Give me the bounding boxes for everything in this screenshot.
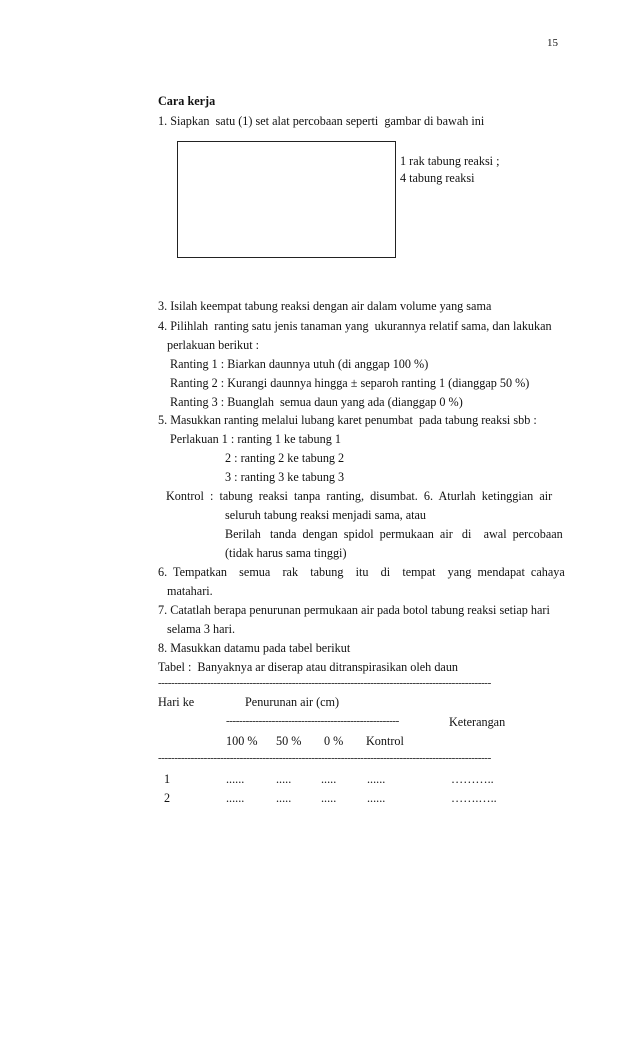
step-6-line-1: 6. Tempatkan semua rak tabung itu di tempat yang mendapat cahaya (158, 565, 565, 579)
apparatus-figure-placeholder (177, 141, 396, 258)
figure-caption-line-1: 1 rak tabung reaksi ; (400, 154, 500, 168)
table-row-1-0: ..... (321, 772, 337, 786)
step-1-text: 1. Siapkan satu (1) set alat percobaan seperti gambar di bawah ini (158, 114, 485, 128)
perlakuan-2-text: 2 : ranting 2 ke tabung 2 (225, 451, 345, 465)
perlakuan-3-text: 3 : ranting 3 ke tabung 3 (225, 470, 345, 484)
table-row-2-0: ..... (321, 791, 337, 805)
table-row-1-keterangan: ……….. (451, 772, 494, 786)
perlakuan-1-text: Perlakuan 1 : ranting 1 ke tabung 1 (170, 432, 341, 446)
table-row-2-50: ..... (276, 791, 292, 805)
kontrol-line-1: Kontrol : tabung reaksi tanpa ranting, disumbat. 6. Aturlah ketinggian air (166, 489, 553, 503)
table-subheader-50: 50 % (276, 734, 302, 748)
step-6-line-2: matahari. (167, 584, 213, 598)
step-7-line-2: selama 3 hari. (167, 622, 236, 636)
table-row-2-hari: 2 (164, 791, 171, 805)
step-4-line-2: perlakuan berikut : (167, 338, 260, 352)
ranting-3-text: Ranting 3 : Buanglah semua daun yang ada (dianggap 0 %) (170, 395, 463, 409)
table-subheader-0: 0 % (324, 734, 344, 748)
ranting-2-text: Ranting 2 : Kurangi daunnya hingga ± separoh ranting 1 (dianggap 50 %) (170, 376, 530, 390)
table-rule-top: ------------------------------------------------------------------------------------------------------ (158, 678, 491, 689)
step-4-line-1: 4. Pilihlah ranting satu jenis tanaman yang ukurannya relatif sama, dan lakukan (158, 319, 552, 333)
table-rule-sub: ----------------------------------------------------- (226, 716, 399, 727)
table-row-1-100: ...... (226, 772, 245, 786)
table-row-2-100: ...... (226, 791, 245, 805)
kontrol-line-4: (tidak harus sama tinggi) (225, 546, 347, 560)
step-8-text: 8. Masukkan datamu pada tabel berikut (158, 641, 351, 655)
figure-caption-line-2: 4 tabung reaksi (400, 171, 475, 185)
table-subheader-kontrol: Kontrol (366, 734, 404, 748)
table-subheader-100: 100 % (226, 734, 258, 748)
table-rule-bottom: ------------------------------------------------------------------------------------------------------ (158, 753, 491, 764)
table-row-2-keterangan: …….….. (451, 791, 497, 805)
kontrol-line-2: seluruh tabung reaksi menjadi sama, atau (225, 508, 427, 522)
ranting-1-text: Ranting 1 : Biarkan daunnya utuh (di anggap 100 %) (170, 357, 429, 371)
step-3-text: 3. Isilah keempat tabung reaksi dengan air dalam volume yang sama (158, 299, 492, 313)
table-header-keterangan: Keterangan (449, 715, 506, 729)
page-number: 15 (547, 37, 558, 49)
table-header-penurunan: Penurunan air (cm) (245, 695, 340, 709)
table-row-1-50: ..... (276, 772, 292, 786)
table-header-hari: Hari ke (158, 695, 195, 709)
step-7-line-1: 7. Catatlah berapa penurunan permukaan air pada botol tabung reaksi setiap hari (158, 603, 550, 617)
table-row-2-kontrol: ...... (367, 791, 386, 805)
table-row-1-hari: 1 (164, 772, 171, 786)
kontrol-line-3: Berilah tanda dengan spidol permukaan air di awal percobaan (225, 527, 563, 541)
table-row-1-kontrol: ...... (367, 772, 386, 786)
section-title: Cara kerja (158, 94, 216, 108)
step-5-line-1: 5. Masukkan ranting melalui lubang karet penumbat pada tabung reaksi sbb : (158, 413, 537, 427)
table-caption: Tabel : Banyaknya ar diserap atau ditranspirasikan oleh daun (158, 660, 459, 674)
